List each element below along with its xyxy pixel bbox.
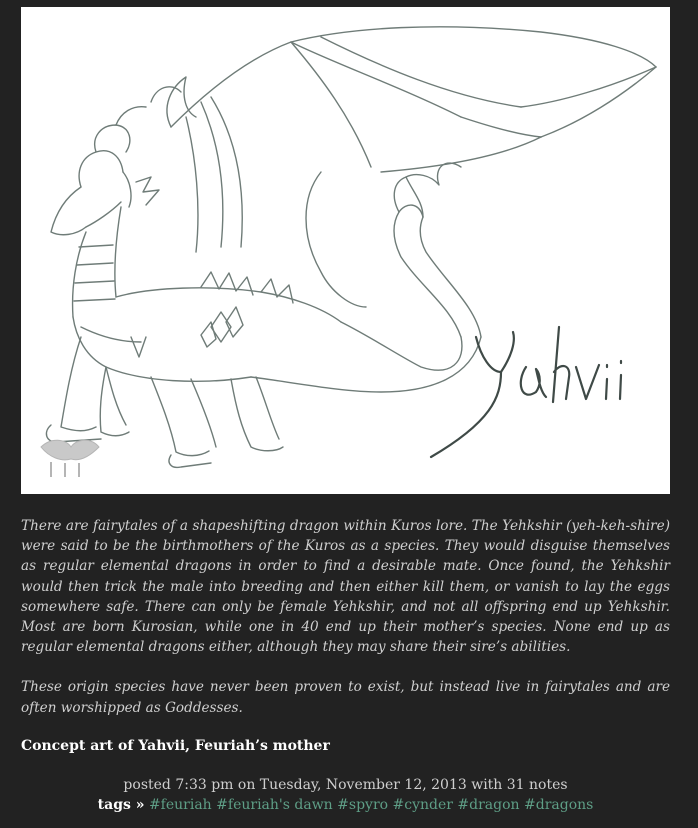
post-caption <box>21 516 670 718</box>
caption-title: Concept art of Yahvii, Feuriah’s mother <box>21 737 330 754</box>
watermark-logo <box>41 440 99 477</box>
post <box>21 7 670 815</box>
tag-link[interactable]: #cynder <box>392 796 453 813</box>
post-meta: posted 7:33 pm on Tuesday, November 12, 2013 with 31 notes <box>123 776 568 793</box>
caption-paragraph: These origin species have never been proven to exist, but instead live in fairytales and are often worshipped as Goddesses. <box>21 679 670 716</box>
dragon-sketch <box>21 7 670 494</box>
tags-label: tags » <box>97 796 145 813</box>
tag-link[interactable]: #dragons <box>524 796 594 813</box>
dragon-artwork-image[interactable] <box>21 7 670 494</box>
caption-paragraph: There are fairytales of a shapeshifting dragon within Kuros lore. The Yehkshir (yeh-keh-shire) were said to be the birthmothers of the Kuros as a species. They would disguise themselves as regular elemental dragons in order to find a desirable mate. Once found, the Yehkshir would then trick the male into breeding and then either kill them, or vanish to lay the eggs somewhere safe. There can only be female Yehkshir, and not all offspring end up Yehkshir. Most are born Kurosian, while one in 40 end up their mother’s species. None end up as regular elemental dragons either, although they may share their sire’s abilities. <box>21 518 670 656</box>
tags-line <box>21 795 670 815</box>
tag-link[interactable]: #spyro <box>337 796 389 813</box>
tag-link[interactable]: #dragon <box>457 796 520 813</box>
tag-link[interactable]: #feuriah's dawn <box>216 796 333 813</box>
signature <box>431 327 621 457</box>
tag-link[interactable]: #feuriah <box>148 796 212 813</box>
